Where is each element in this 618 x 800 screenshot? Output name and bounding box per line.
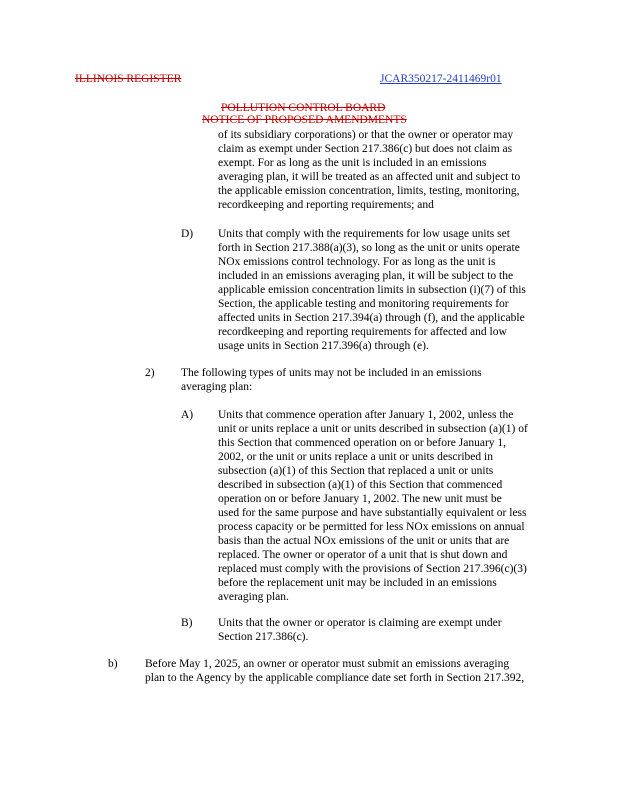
item-a-label: A) <box>181 409 194 421</box>
text-line: of its subsidiary corporations) or that the owner or operator may <box>218 129 514 141</box>
text-line: included in an emissions averaging plan, it will be subject to the <box>218 270 514 282</box>
register-title: ILLINOIS REGISTER <box>75 73 182 85</box>
text-line: unit or units replace a unit or units described in subsection (a)(1) of <box>218 423 528 435</box>
text-line: claim as exempt under Section 217.386(c) but does not claim as <box>218 143 513 155</box>
text-line: affected units in Section 217.394(a) through (f), and the applicable <box>218 312 525 324</box>
text-line: before the replacement unit may be included in an emissions <box>218 577 497 589</box>
text-line: Section, the applicable testing and monitoring requirements for <box>218 298 509 310</box>
text-line: operation on or before January 1, 2002. The new unit must be <box>218 493 502 505</box>
text-line: The following types of units may not be included in an emissions <box>181 367 482 379</box>
text-line: recordkeeping and reporting requirements for affected and low <box>218 326 507 338</box>
item-a-paragraph <box>218 408 528 604</box>
text-line: replaced. The owner or operator of a unit that is shut down and <box>218 549 508 561</box>
text-line: Units that the owner or operator is claiming are exempt under <box>218 617 502 629</box>
text-line: described in subsection (a)(1) of this Section that commenced <box>218 479 503 491</box>
item-2-label: 2) <box>145 367 155 379</box>
text-line: forth in Section 217.388(a)(3), so long as the unit or units operate <box>218 242 520 254</box>
text-line: 2002, or the unit or units replace a unit or units described in <box>218 451 493 463</box>
text-line: Units that commence operation after January 1, 2002, unless the <box>218 409 514 421</box>
text-line: Before May 1, 2025, an owner or operator must submit an emissions averaging <box>145 658 510 670</box>
text-line: replaced must comply with the provisions of Section 217.396(c)(3) <box>218 563 527 575</box>
text-line: averaging plan. <box>218 591 289 603</box>
text-line: this Section that commenced operation on or before January 1, <box>218 437 507 449</box>
text-line: basis than the actual NOx emissions of the unit or units that are <box>218 535 510 547</box>
text-line: usage units in Section 217.396(a) through (e). <box>218 340 429 352</box>
text-line: Section 217.386(c). <box>218 631 309 643</box>
item-b-lower-paragraph <box>145 657 524 685</box>
notice-heading: NOTICE OF PROPOSED AMENDMENTS <box>202 114 407 126</box>
text-line: recordkeeping and reporting requirements; and <box>218 199 434 211</box>
text-line: exempt. For as long as the unit is included in an emissions <box>218 157 487 169</box>
text-line: used for the same purpose and have substantially equivalent or less <box>218 507 527 519</box>
text-line: averaging plan, it will be treated as an affected unit and subject to <box>218 171 521 183</box>
text-line: subsection (a)(1) of this Section that replaced a unit or units <box>218 465 494 477</box>
text-line: NOx emissions control technology. For as long as the unit is <box>218 256 496 268</box>
item-b-upper-label: B) <box>181 617 193 629</box>
text-line: Units that comply with the requirements for low usage units set <box>218 228 510 240</box>
text-line: averaging plan: <box>181 381 253 393</box>
item-b-lower-label: b) <box>108 658 118 670</box>
text-line: applicable emission concentration limits in subsection (i)(7) of this <box>218 284 526 296</box>
text-line: process capacity or be permitted for less NOx emissions on annual <box>218 521 525 533</box>
board-heading: POLLUTION CONTROL BOARD <box>221 102 386 114</box>
continuation-paragraph <box>218 128 520 212</box>
item-2-paragraph <box>181 366 482 394</box>
jcar-link[interactable]: JCAR350217-2411469r01 <box>380 73 502 85</box>
item-b-upper-paragraph <box>218 616 502 644</box>
text-line: plan to the Agency by the applicable compliance date set forth in Section 217.392, <box>145 672 525 684</box>
text-line: the applicable emission concentration, limits, testing, monitoring, <box>218 185 520 197</box>
item-d-paragraph <box>218 227 526 353</box>
item-d-label: D) <box>181 228 194 240</box>
